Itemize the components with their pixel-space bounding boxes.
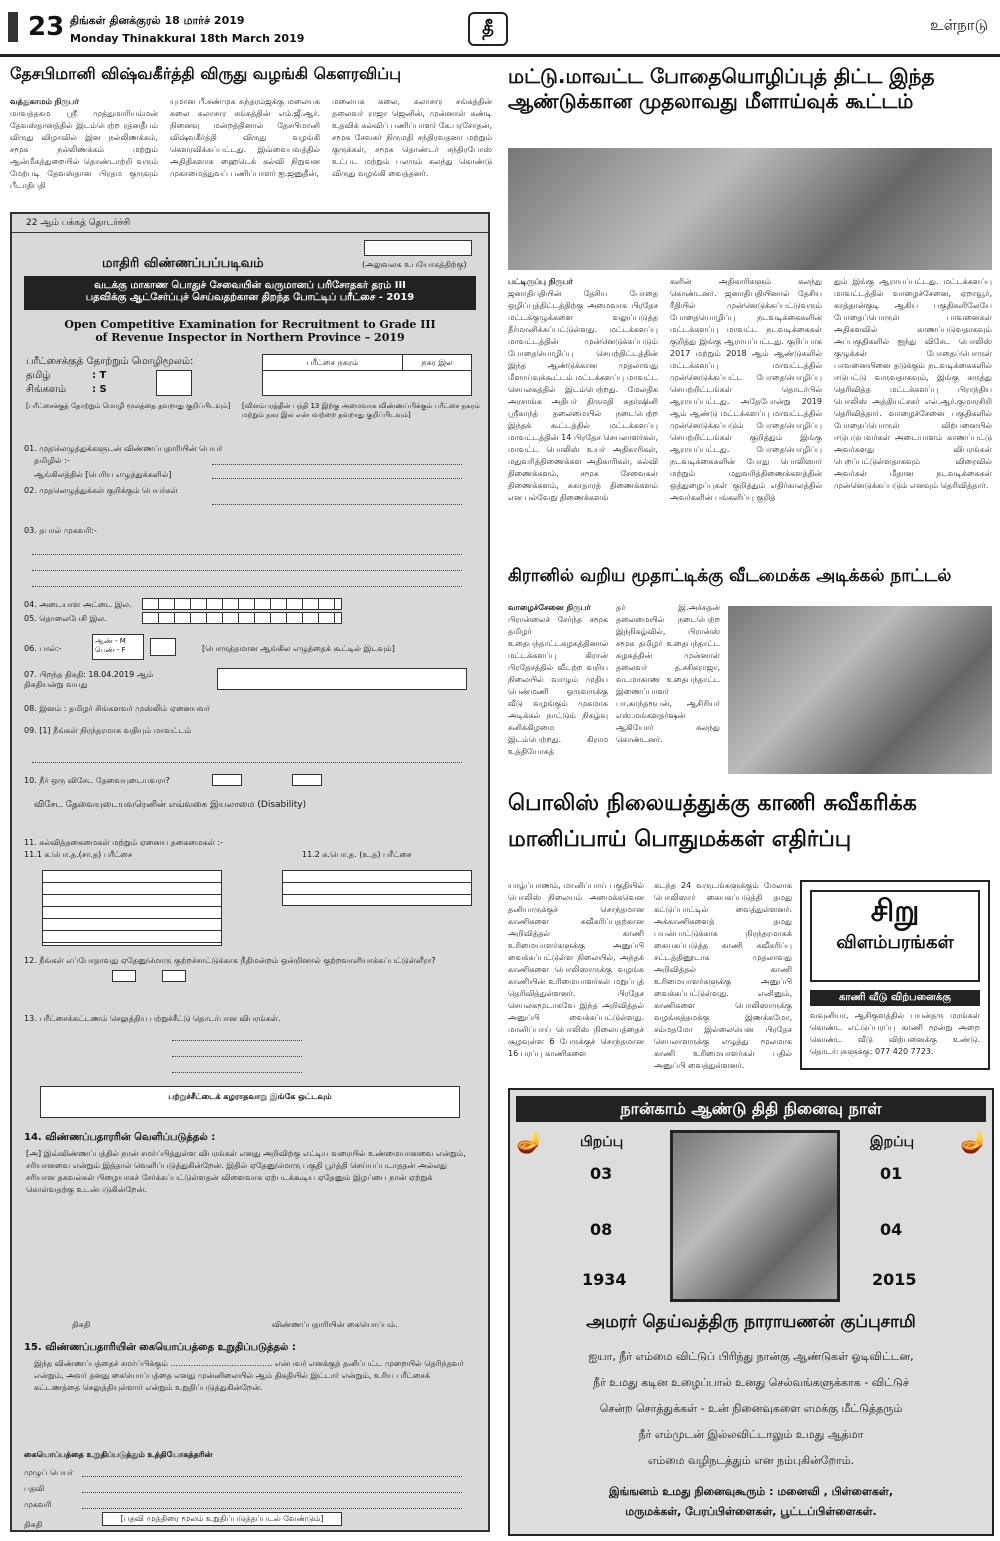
story1-col1-text: மாவத்தகம ஸ்ரீ முத்துமாரியம்மன் தேவஸ்தானத்தில் இடம்பெற்ற ரத்னதீபம் விருது விழாவில் இன நல்லிணக்கம், சமூக நல்லிணக்கம் மற்றும் ஆன்மீகத்துறையில் தொண்டாற்றி வரும் மேற்படி தேவஸ்தான பிரதம குருவும் பீடாதிபதி: [10, 109, 158, 190]
item-03-line2[interactable]: [32, 570, 462, 571]
medium-note: [பரீட்சைக்குத் தோற்றும் மொழி மூலத்தை தவறாது குறிப்பிடவும்]: [26, 402, 231, 410]
receipt-line2[interactable]: [172, 1056, 302, 1057]
birth-label: பிறப்பு: [580, 1134, 624, 1150]
verse-line1: ஐயா, நீர் எம்மை விட்டுப் பிரிந்து நான்கு ஆண்டுகள் ஓடிவிட்டன,: [588, 1350, 914, 1363]
story3-col2: தர் இ.அச்சுதன் தலைமையில் நடைபெற்ற இந்நிகழ்வில், பிரான்ஸ் சமூக தமிழர் உதைபந்தாட்ட கழகத்தின் முன்னாள் தலைவர் த.சசிகராஜா, வடமாகாண உதைபந்தாட்ட இணைப்பாளர் பா.காந்தரூபன், ஆசிரியர் எஸ்.மங்களதர்ஷன் ஆகியோர் கலந்து கொண்டனர்.: [616, 603, 720, 744]
story1-title: தேசபிமானி விஷ்வகீர்த்தி விருது வழங்கி கௌரவிப்பு: [10, 64, 402, 83]
lamp-icon-left: 🪔: [516, 1130, 544, 1155]
application-form: [10, 212, 490, 1532]
classified-ad: [800, 880, 990, 1070]
form-title: மாதிரி விண்ணப்பப்படிவம்: [102, 256, 264, 271]
story3-col1: [508, 602, 608, 758]
age-table[interactable]: [217, 668, 467, 690]
address-label: முகவரி: [24, 1500, 52, 1509]
story2-title: [508, 64, 994, 114]
officer-label: கையொப்பத்தை உறுதிப்படுத்தும் உத்தியோகத்தரின்: [24, 1450, 213, 1459]
phone-boxes[interactable]: [142, 612, 342, 624]
post-label: பதவி: [24, 1484, 45, 1493]
verse-line2: நீர் உமது கடின உழைப்பால் உனது செல்வங்களுக்காக - விட்டுச்: [593, 1376, 909, 1389]
story4-col2: கடந்த 24 வருடங்களுக்கும் மேலாக பொலிஸார் கையகப்படுத்தி தமது கட்டுப்பாட்டில் வைத்துள்ளனர். அக்காணிகளைத் தமது பயன்பாட்டுக்காக நிரந்தரமாகக் கையகப்படுத்த காணி சுவீகரிப்பு சட்டத்தினூடாக முதலாவது அறிவித்தல் காணி உரிமையாளர்களுக்கு அனுப்பி வைக்கப்பட்டுள்ளது. எனினும், காணிகளை பொலிஸாருக்கு வழங்கத்தமக்கு இணக்கமோ, சம்மதமோ இல்லையென பிரதேச செயலாளருக்கு எழுத்து மூலமாக காணி உரிமையாளர்கள் பதில் அனுப்பி வைத்துள்ளனர்.: [654, 881, 792, 1070]
ad-title1: சிறு: [870, 894, 920, 929]
sex-box[interactable]: [150, 638, 176, 656]
foundation-photo: [728, 606, 992, 774]
item-12: 12. நீங்கள் எப்போதாவது ஏதேனுமொரு குற்றச்சாட்டுக்காக நீதிமன்றம் ஒன்றினால் குற்றவாளியாக்கப்பட்டுள்ளீரா?: [24, 956, 436, 965]
office-use-box[interactable]: [364, 240, 472, 256]
story3-col1-text: பிரான்லைச் சேர்ந்த சமூக தமிழர் உதைபந்தாட்டகழகத்தினால் மட்டக்களப்பு கிரான் பிரதேசத்தில் வீடற்ற வறிய நிலையில் வாழும் முதிய பெண்மணி ஒருவருக்கு வீடு வழங்கும் முகமாக அடிக்கல் நாட்டும் நிகழ்வு சனிக்கிழமை இடம்பெற்றது. கிராம உத்தியோகத்: [508, 615, 609, 756]
ol-label: 11.1 க.பொ.த.(சா.த) பரீட்சை: [24, 850, 133, 859]
fullname-label: முழுப் பெயர்: [24, 1468, 74, 1477]
death-day: 01: [880, 1164, 903, 1183]
item-04: 04. அடையாள அட்டை இல.: [24, 600, 132, 609]
memorial-verse: [510, 1344, 992, 1474]
officer-date-label: திகதி: [24, 1520, 43, 1529]
item-13: 13. பரீட்சைக்கட்டணம் செலுத்திய பற்றுச்சீட்டு தொடர்பான விபரங்கள்.: [24, 1014, 281, 1023]
disability-yes-box[interactable]: [212, 774, 242, 786]
receipt-line3[interactable]: [172, 1072, 302, 1073]
post-line[interactable]: [82, 1492, 462, 1493]
story4-title-line2: மானிப்பாய் பொதுமக்கள் எதிர்ப்பு: [508, 827, 852, 852]
receipt-line1[interactable]: [172, 1040, 302, 1041]
deceased-name: அமரர் தெய்வத்திரு நாராயணன் குப்புசாமி: [586, 1312, 916, 1332]
page-number: 23: [8, 12, 64, 42]
sinhala-label: சிங்களம்: [26, 384, 67, 395]
story2-title-line1: மட்டு.மாவட்ட போதையொழிப்புத் திட்ட இந்த: [508, 64, 935, 88]
item-08: 08. இனம் : தமிழர் சிங்களவர் முஸ்லிம் ஏனையவர்: [24, 704, 211, 713]
item-01-english: ஆங்கிலத்தில் [பெரிய எழுத்துக்களில்]: [34, 470, 172, 479]
story4-title-line1: பொலிஸ் நிலையத்துக்கு காணி சுவீகரிக்க: [508, 791, 917, 816]
item-01-tamil: தமிழில் :-: [34, 456, 70, 465]
seal-note: [பதவி முத்திரை மூலம் உறுதிப்படுத்தப்படல் வேண்டும்]: [102, 1512, 342, 1526]
story2-col1: [508, 276, 658, 504]
item-09-line[interactable]: [32, 762, 462, 763]
disability-label: விசேட தேவையுடையவரெனின் எவ்வகை இயலாமை (Disability): [34, 800, 307, 810]
male-option: ஆண் - M: [95, 637, 126, 645]
story2-col3: தும் இங்கு ஆராயப்பட்டது. மட்டக்களப்பு மாவட்டத்தில் வாழைச்சேனை, ஏறாவூர், காத்தான்குடி ஆகிய பகுதிகளிலேயே போதைப்பொருள் பாவனைகள் அதிகளவில் காணப்படுவதாகவும் அப்பகுதிகளில் ஐந்து விசேட பொலிஸ் குழுக்கள் போதைப்பொருள் பாவனையினை தடுக்கும் நடவடிக்கைகளில் ஈடுபட்டு வருவதாகவும், இங்கு கருத்து தெரிவித்த மட்டக்களப்பு பிராந்திய பொலிஸ் அத்தியட்சகர் எல்.ஆர்.குமாரசிறி தெரிவித்தார். வாழைச்சேனை பகுதிகளில் போதைப்பொருள் விற்பனையில் ஈடுபடுபவர்கள் அடையாளம் காணப்பட்டு அவர்களது விபரங்கள் பெறப்பட்டுள்ளதாகவும் விரைவில் அவர்கள் மீதான நடவடிக்கைகள் முன்னெடுக்கப்படும் எனவும் தெரிவித்தார்.: [834, 277, 992, 490]
header-rule: [0, 54, 1000, 57]
al-results-table[interactable]: [282, 870, 472, 906]
family-signoff: [510, 1482, 992, 1522]
section-name: உள்நாடு: [930, 16, 988, 34]
form-continued: 22 ஆம் பக்கத் தொடர்ச்சி: [26, 218, 131, 228]
item-01-tamil-line[interactable]: [212, 464, 462, 465]
city-code-header: நகர இல: [403, 355, 471, 371]
exam-city-table[interactable]: [262, 354, 472, 396]
exam-city-header: பரீட்சை நகரம்: [263, 355, 403, 371]
declaration-title: 14. விண்ணப்பதாரரின் வெளிப்படுத்தல் :: [24, 1132, 216, 1143]
story4-title: [508, 786, 994, 858]
story4-col1: யாழ்ப்பாணம், மானிப்பாய் பகுதியில் பொலிஸ் நிலையம் அமைக்கவென தனியாருக்குச் சொந்தமான காணிகளை சுவீகரிப்பதற்கான அறிவித்தல் காணி உரிமையாளர்களுக்கு அனுப்பி வைக்கப்பட்டுள்ள நிலையில், அந்தக் காணிகளை பொலிஸாருக்கு வழங்க காணியின் உரிமையாளர்கள் மறுப்புத் தெரிவித்துள்ளனர். பிரதேச செயலகமூடாகவே இந்த அறிவித்தல் அனுப்பி வைக்கப்பட்டுள்ளது. மானிப்பாய் பொலிஸ் நிலையத்தைச் சூழவுள்ள 6 பேருக்குச் சொந்தமான 16 பரப்பு காணிகளை: [508, 881, 644, 1058]
ad-title2: விளம்பரங்கள்: [836, 932, 954, 953]
portrait-photo: [670, 1130, 840, 1302]
tamil-code: : T: [92, 370, 107, 381]
death-label: இறப்பு: [870, 1134, 914, 1150]
ad-category: காணி வீடு விற்பனைக்கு: [810, 990, 980, 1006]
address-line[interactable]: [82, 1508, 462, 1509]
receipt-box: பற்றுச்சீட்டைக் கழராதவாறு இங்கே ஒட்டவும்: [40, 1086, 460, 1118]
banner-line1: வடக்கு மாகாண பொதுச் சேவையின் வருமானப் பரிசோதகர் தரம் III: [94, 280, 406, 291]
item-07: 07. பிறந்த திகதி: 18.04.2019 ஆம் திகதியன்று வயது: [24, 670, 154, 689]
item-03: 03. தபால் முகவரி:-: [24, 526, 97, 535]
declaration-text: [அ] இவ்விண்ணப்பத்தில் நான் சமர்ப்பித்துள்ள விபரங்கள் எனது அறிவிற்கு எட்டிய வரையில் உண்மையானவை என்றும், சரியானவை என்றும் இத்தால் வெளிப்படுத்துகின்றேன். இதில் ஏதேனுமொரு பகுதி பூர்த்தி செய்யப்படாததன் அல்லது சரியான தகவல்கள் பிழையாகச் சேர்க்கப்பட்டுள்ளதன் விளைவாக ஏற்படக்கூடிய ஏதேனும் இழப்பை நான் ஏற்றுக் கொள்வதற்கு உடன்படுகின்றேன்.: [26, 1149, 466, 1194]
banner-line2: பதவிக்கு ஆட்சேர்ப்புச் செய்வதற்கான திறந்த போட்டிப் பரீட்சை - 2019: [85, 292, 415, 303]
ol-results-table[interactable]: [42, 870, 222, 946]
sinhala-code: : S: [92, 384, 107, 395]
story1-byline: வத்துகாமம் நிருபர்: [10, 97, 79, 106]
memorial-title: நான்காம் ஆண்டு திதி நினைவு நாள்: [516, 1096, 986, 1122]
tamil-label: தமிழ்: [26, 370, 51, 381]
decl-date: திகதி: [72, 1320, 91, 1329]
item-03-line3[interactable]: [32, 586, 462, 587]
story1-col2: யுமான பீ.சண்முக சுந்தரம்ஜக்கு மலையக கலை கலாசார சங்கத்தின் எம்.ஜீ.ஆர். நினைவு மன்றத்தினால் தேசபிமானி விஷ்வகீர்த்தி விருது வழங்கி கௌரவிக்கப்பட்டது. இவ்வைபவத்தில் அதிதிகளாக ஹைடெக் கல்வி நிறுவன முகாமைத்துவப் பணிப்பாளர் ஐ.ஜனுதீன்,: [170, 97, 320, 178]
birth-year: 1934: [582, 1270, 627, 1289]
birth-month: 08: [590, 1220, 613, 1239]
story2-title-line2: ஆண்டுக்கான முதலாவது மீளாய்வுக் கூட்டம்: [508, 89, 914, 113]
female-option: பெண் - F: [95, 646, 126, 654]
story2-byline: பட்டிருப்பு நிருபர்: [508, 277, 573, 286]
office-use-label: (அலுவலக உபயோகத்திற்கு): [362, 260, 467, 269]
story3-byline: வாழைச்சேனை நிருபர்: [508, 603, 591, 612]
decl-signature: விண்ணப்பதாரியின் கையொப்பம்.: [272, 1320, 398, 1329]
story1-col3: மலையக கலை, கலாசார சங்கத்தின் தலைவர் ராஜா ஜெனின், முன்னாள் கண்டி உதவிக் கல்விப் பணிப்பாளர் கே.பரசோதன், சமூக சேவகர் நிருமதி சந்திரவதனா மற்றும் குருக்கள், சமூக தொண்டர் சந்திரபோஸ் உட்பட மற்றும் பலரும் கலந்து கொண்டு விருது வழங்கி வைத்தனர்.: [332, 97, 492, 178]
ad-heading: [810, 890, 980, 982]
medium-label: பரீட்சைக்குத் தோற்றும் மொழிமூலம்:: [26, 356, 194, 367]
verse-line5: எம்மை வழிநடத்தும் என நம்புகின்றோம்.: [647, 1454, 855, 1467]
nic-boxes[interactable]: [142, 598, 342, 610]
item-01: 01. முதலெழுத்துக்களுடன் விண்ணப்பதாரியின் பெயர்: [24, 444, 223, 453]
item-05: 05. தொலைபேசி இல.: [24, 614, 107, 623]
item-03-line1[interactable]: [32, 554, 462, 555]
ad-text: வவுனியா, ஆசிகுளத்தில் பயன்தரு மரங்கள் கொண்ட எட்டுப்பரப்பு காணி மூன்று அறை கொண்ட வீடு விற்பனைக்கு உண்டு. தொடர்புகளுக்கு: 077 420 7723.: [810, 1011, 980, 1056]
verse-line4: நீர் எம்முடன் இல்லவிட்டாலும் உமது ஆத்மா: [638, 1428, 864, 1441]
conviction-yes-box[interactable]: [112, 970, 136, 982]
fullname-line[interactable]: [82, 1476, 462, 1477]
item-01-english-line[interactable]: [212, 478, 462, 479]
header-tamil-date: திங்கள் தினக்குரல் 18 மார்ச் 2019: [70, 14, 245, 27]
item-09: 09. [1] நீங்கள் நிரந்தரமாக வதியும் மாவட்டம்: [24, 726, 192, 735]
disability-no-box[interactable]: [292, 774, 322, 786]
death-month: 04: [880, 1220, 903, 1239]
verse-line3: சென்ற சொத்துக்கள் - உன் நினைவுகளை எமக்கு மீட்டுத்தரும்: [599, 1402, 903, 1415]
item-06: 06. பால்:-: [24, 644, 62, 653]
lamp-icon-right: 🪔: [960, 1130, 988, 1155]
family-line2: மருமக்கள், பேரப்பிள்ளைகள், பூட்டப்பிள்ளைகள்.: [625, 1505, 877, 1518]
header-english-date: Monday Thinakkural 18th March 2019: [70, 32, 305, 45]
sex-options: [92, 634, 144, 660]
item-10: 10. நீர் ஒரு விசேட தேவையுடையவரா?: [24, 776, 170, 785]
story3-title: கிரானில் வறிய மூதாட்டிக்கு வீடமைக்க அடிக்கல் நாட்டல்: [508, 566, 952, 586]
death-year: 2015: [872, 1270, 917, 1289]
birth-day: 03: [590, 1164, 613, 1183]
memorial-notice: [508, 1088, 994, 1536]
city-note: [விளம்பரத்தின் பந்தி 13 இற்கு அமைவாக விண்ணப்பிக்கும் பரீட்சை நகரம் மற்றும் நகர இல என்பவற்றை தவறாது குறிப்பிடவும்]: [242, 402, 480, 419]
story2-col1-text: ஜனாதிபதியின் தேசிய போதை ஒழிப்புத்திட்டத்திற்கு அமைவாக பிரதேச மட்டக்குழுக்களை வலுப்படுத்த தீர்மானிக்கப்பட்டுள்ளது. மட்டக்களப்பு மாவட்டத்தின் முன்னெடுக்கப்படும் போதையொழிப்பு செயற்திட்டத்தின் இந்த ஆண்டுக்கான முதலாவது மீளாய்வுக்கூட்டம் மட்டக்களப்பு மாவட்ட செயலகத்தில் இடம்பெற்றது. மேலதிக அரசாங்க அதிபர் திருமதி சுதர்ஷினி ஸ்ரீகாந்த் தலைமையில் நடைபெற்ற இந்தக் கூட்டத்தில் மட்டக்களப்பு மாவட்டத்தின் 14 பிரதேச செயலாளர்கள், மாவட்ட பொலிஸ் உயர் அதிகாரிகள், மதுவரித்திணைக்கள அதிகாரிகள், கல்வி திணைக்களம், சமூக சேவைகள் திணைக்களம், சுகாதாரத் திணைக்களம் என பல்வேறு திணைக்களங்: [508, 289, 658, 502]
item-02: 02. முதலெழுத்துக்கள் குறிக்கும் பெயர்கள்: [24, 486, 178, 495]
item-02-line[interactable]: [212, 504, 462, 505]
medium-box[interactable]: [156, 370, 192, 396]
eng-line1: Open Competitive Examination for Recruitment to Grade III: [64, 318, 436, 331]
family-line1: இங்ஙனம் உமது நினைவுகூரும் : மனைவி , பிள்ளைகள்,: [608, 1485, 894, 1498]
newspaper-logo: தீ: [468, 12, 508, 46]
meeting-photo: [508, 148, 992, 270]
sex-note: [பொருத்தமான ஆங்கில எழுத்தைக் கூட்டில் இடவும்]: [202, 644, 395, 653]
conviction-no-box[interactable]: [162, 970, 186, 982]
eng-line2: of Revenue Inspector in Northern Province – 2019: [95, 331, 405, 344]
certification-title: 15. விண்ணப்பதாரியின் கையொப்பத்தை உறுதிப்படுத்தல் :: [24, 1342, 296, 1353]
certification-text: இந்த விண்ணப்பத்தைச் சமர்ப்பிக்கும் ........................................ என்பவர் எனக்குத் தனிப்பட்ட முறையில் தெரிந்தவர் என்றும், அவர் தனது கையொப்பத்தை எனது முன்னிலையில் ஆம் திகதியில் இட்டார் என்றும், உரிய பரீட்சைக் கட்டணத்தை செலுத்தியுள்ளார் என்றும் உறுதிப்படுத்துகின்றேன்.: [34, 1359, 464, 1392]
item-11: 11. கல்வித்தகைமைகள் மற்றும் ஏனைய தகைமைகள் :-: [24, 838, 223, 847]
form-banner: [24, 276, 476, 310]
story2-col2: களின் அதிகாரிகளும் கலந்து கொண்டனர். ஜனாதிபதியினால் தேசிய ரீதியில் முன்னெடுக்கப்பட்டுவரும் போதையொழிப்பு நடவடிக்கைகளின் மட்டக்களப்பு மாவட்ட நடவடிக்கைகள் குறித்து இங்கு ஆராயப்பட்டது. குறிப்பாக 2017 மற்றும் 2018 ஆம் ஆண்டுகளில் மட்டக்களப்பு மாவட்டத்தில் முன்னெடுக்கப்பட்ட போதையொழிப்பு செயற்றிட்டங்கள் தொடர்பில் ஆராயப்பட்டது. அதேபோன்று 2019 ஆம் ஆண்டு மட்டக்களப்பு மாவட்டத்தில் முன்னெடுக்கப்படும் போதையொழிப்பு செயற்றிட்டங்கள் குறித்தும் இங்கு ஆராயப்பட்டது. போதையொழிப்பு நடவடிக்கைகளின் போது பொலிஸார் மற்றும் மதுவரித்திணைக்களத்தின் ஒத்துழைப்புகள் குறித்தும் எதிர்காலத்தில் அவர்களின் பங்களிப்பு குறித்: [670, 277, 822, 502]
story1-col1: [10, 96, 158, 192]
form-english-title: [12, 318, 488, 344]
al-label: 11.2 க.பொ.த. (உ.த) பரீட்சை: [302, 850, 412, 859]
